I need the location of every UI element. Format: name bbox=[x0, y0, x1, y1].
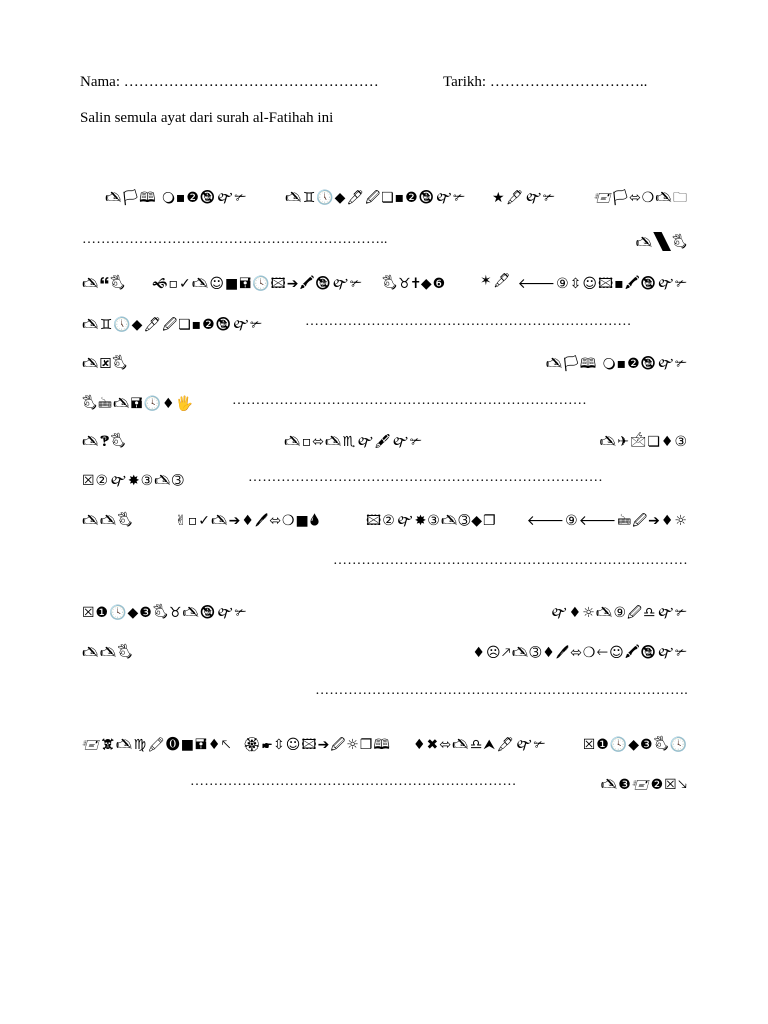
glyph-line-11b: 🙰♦☼🖎⑨🖉♎🙰✃ bbox=[549, 605, 688, 621]
glyph-line-3b: 🙜▫✓🖎☺■🖬🕓🖾➔🖍🕲🙰✃ bbox=[152, 276, 363, 292]
glyph-line-9a: 🖎🖎🖏 bbox=[82, 513, 134, 529]
glyph-line-7a: 🖎🙹🖏 bbox=[82, 434, 127, 450]
glyph-line-6a: 🖏🖮🖎🖬🕓♦🖐 bbox=[82, 396, 194, 412]
glyph-line-9d: 🡐⑨🡐🖮🖉➔♦☼ bbox=[526, 513, 688, 529]
glyph-line-2: 🖎🙽🖏 bbox=[635, 235, 688, 251]
glyph-line-7b: 🖎▫⬄🖎♏🙰🖋🙰✃ bbox=[284, 434, 423, 450]
glyph-line-3d: ✶🖋 bbox=[480, 273, 512, 289]
dots-line-13: ……………………………………………………………………. bbox=[315, 683, 688, 698]
glyph-line-1c: ★🖋🙰✃ bbox=[492, 190, 556, 206]
dots-line-4: …………………………………………………………… bbox=[305, 314, 632, 329]
glyph-line-5a: 🖎🗷🖏 bbox=[82, 356, 129, 372]
dots-line-2: ……………………………………………………….. bbox=[82, 232, 388, 247]
dots-line-15: …………………………………………………………… bbox=[190, 774, 517, 789]
date-dots: ………………………….. bbox=[489, 74, 648, 90]
glyph-line-12a: 🖎🖎🖏 bbox=[82, 645, 134, 661]
dots-line-10: ………………………………………………………………… bbox=[333, 553, 688, 568]
glyph-line-9c: 🖾②🙰✸③🖎➂◆❐ bbox=[366, 513, 497, 529]
glyph-line-12b: ♦☹🡕🖎➂♦🖊⬄❍🡐☺🖍🕲🙰✃ bbox=[472, 645, 688, 661]
glyph-line-14b: 🏵🖝⇳☺🖾➔🖉☼❐🕮 bbox=[243, 737, 391, 753]
name-field bbox=[80, 74, 379, 91]
glyph-line-11a: ☒❶🕓◆❸🖏♉🖎🕲🙰✃ bbox=[82, 605, 248, 621]
glyph-line-15b: 🖎❸🖅❷☒🡖 bbox=[600, 777, 688, 793]
glyph-line-3a: 🖎🙶🖏 bbox=[82, 276, 126, 292]
date-label: Tarikh: bbox=[443, 74, 487, 90]
glyph-line-3c: 🖏♉🕇◆❻ bbox=[382, 276, 447, 292]
date-field bbox=[443, 74, 647, 91]
glyph-line-14c: ♦✖⬄🖎♎⮝🖋🙰✃ bbox=[413, 737, 547, 753]
glyph-line-4a: 🖎♊🕔◆🖊🖉❏▪❷🕲🙰✃ bbox=[82, 317, 264, 333]
instruction: Salin semula ayat dari surah al-Fatihah ini bbox=[80, 110, 334, 126]
glyph-line-14d: ☒❶🕓◆❸🖏🕓 bbox=[582, 737, 688, 753]
glyph-line-14a: 🖅🕱🖎♍🖍⓿■🖬♦🡔 bbox=[82, 737, 232, 753]
glyph-line-1b: 🖎♊🕔◆🖊🖉❏▪❷🕲🙰✃ bbox=[285, 190, 467, 206]
glyph-line-7c: 🖎✈🖄❏♦③ bbox=[599, 434, 688, 450]
dots-line-6: ………………………………………………………………… bbox=[232, 393, 587, 408]
glyph-line-8a: ☒②🙰✸③🖎➂ bbox=[82, 473, 185, 489]
name-dots: …………………………………………… bbox=[123, 74, 379, 90]
name-label: Nama: bbox=[80, 74, 120, 90]
glyph-line-1d: 🖅🏳⬄❍🖎🗀 bbox=[593, 190, 688, 206]
glyph-line-9b: ✌▫✓🖎➔♦🖊⬄❍■🌢 bbox=[175, 513, 321, 529]
glyph-line-3e: 🡐⑨⇳☺🖾▪🖍🕲🙰✃ bbox=[517, 276, 688, 292]
glyph-line-1a: 🖎🏳🕮 🔾▪❷🕲🙰✃ bbox=[105, 190, 248, 206]
glyph-line-5b: 🖎🏳🕮 🔾▪❷🕲🙰✃ bbox=[545, 356, 688, 372]
dots-line-8: ………………………………………………………………… bbox=[248, 470, 603, 485]
